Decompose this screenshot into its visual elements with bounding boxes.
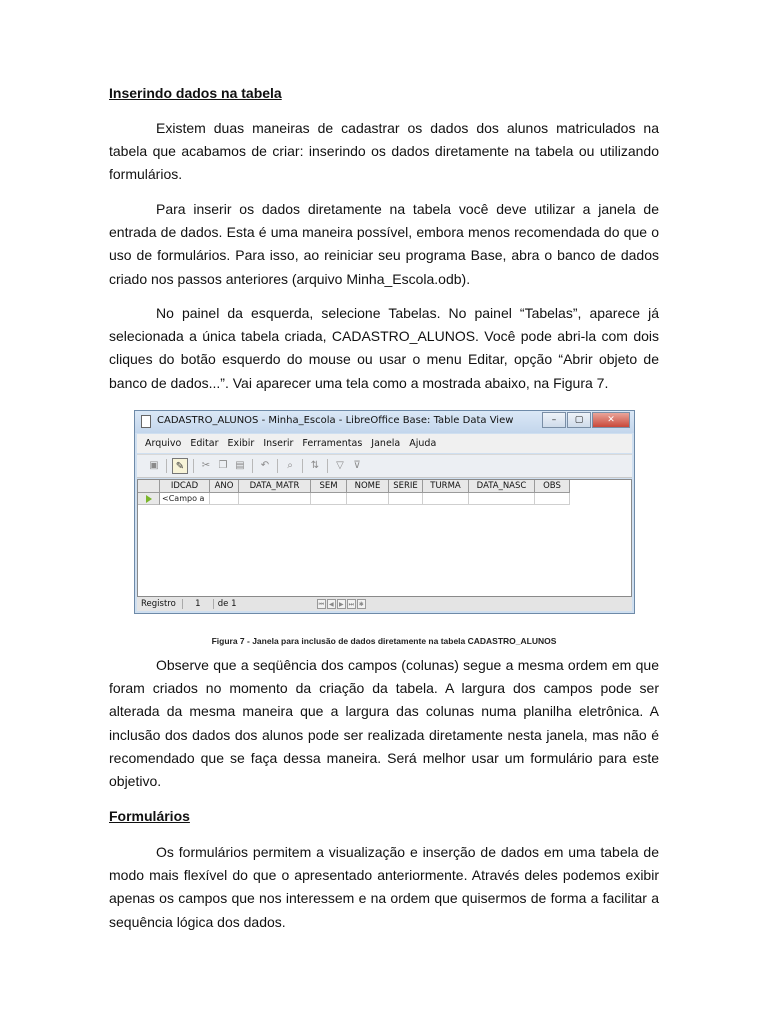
menu-ajuda[interactable]: Ajuda <box>409 438 437 449</box>
paragraph-3: No painel da esquerda, selecione Tabelas. No painel “Tabelas”, aparece já selecionada a única tabela criada, CADASTRO_ALUNOS. Você pode abri-la com dois cliques do botão esquerdo do mouse ou usar o menu Editar, opção “Abrir objeto de banco de dados...”. Vai aparecer uma tela como a mostrada abaixo, na Figura 7. <box>109 305 659 391</box>
column-header[interactable]: SERIE <box>389 480 423 493</box>
window-title: CADASTRO_ALUNOS - Minha_Escola - LibreOffice Base: Table Data View <box>157 415 514 426</box>
new-row-cell[interactable]: <Campo a <box>160 493 210 505</box>
column-header[interactable]: TURMA <box>423 480 469 493</box>
section-heading-inserindo: Inserindo dados na tabela <box>109 85 282 101</box>
menu-arquivo[interactable]: Arquivo <box>145 438 182 449</box>
column-header[interactable]: DATA_MATR <box>239 480 311 493</box>
new-record-icon[interactable]: ✱ <box>358 601 364 608</box>
close-button[interactable]: ✕ <box>592 412 630 428</box>
previous-record-icon[interactable]: ◀ <box>327 599 336 609</box>
table-cell[interactable] <box>210 493 239 505</box>
column-header[interactable]: IDCAD <box>160 480 210 493</box>
figure-screenshot-window <box>134 410 635 614</box>
column-header[interactable]: NOME <box>347 480 389 493</box>
table-cell[interactable] <box>389 493 423 505</box>
window-titlebar <box>135 411 634 433</box>
table-data-grid <box>137 479 632 597</box>
paragraph-5: Os formulários permitem a visualização e inserção de dados em uma tabela de modo mais flexível do que o apresentado anteriormente. Através deles podemos exibir apenas os campos que nos interessem e na ordem que quisermos de forma a facilitar a sequência lógica dos dados. <box>109 844 659 930</box>
column-header-row <box>138 480 570 493</box>
toolbar <box>137 454 632 478</box>
sort-icon[interactable]: ⇅ <box>310 460 320 471</box>
copy-icon[interactable]: ❐ <box>218 460 228 471</box>
record-number-field[interactable]: 1 <box>182 599 213 609</box>
cut-icon[interactable]: ✂ <box>201 460 211 471</box>
paragraph-2: Para inserir os dados diretamente na tabela você deve utilizar a janela de entrada de dados. Esta é uma maneira possível, embora menos recomendada do que o uso de formulários. Para isso, ao reiniciar seu programa Base, abra o banco de dados criado nos passos anteriores (arquivo Minha_Escola.odb). <box>109 201 659 287</box>
find-icon[interactable]: ⌕ <box>287 460 293 471</box>
column-header[interactable]: SEM <box>311 480 347 493</box>
maximize-button[interactable]: ▢ <box>567 412 591 428</box>
save-icon[interactable]: ▣ <box>149 460 159 471</box>
document-icon <box>141 415 151 428</box>
menu-editar[interactable]: Editar <box>190 438 219 449</box>
last-record-icon[interactable]: ⏭ <box>348 601 354 608</box>
autofilter-icon[interactable]: ▽ <box>336 460 344 471</box>
table-cell[interactable] <box>347 493 389 505</box>
filter-icon[interactable]: ⊽ <box>353 460 361 471</box>
figure-caption: Figura 7 - Janela para inclusão de dados diretamente na tabela CADASTRO_ALUNOS <box>211 636 557 646</box>
record-navigation-bar <box>137 597 632 611</box>
table-cell[interactable] <box>469 493 535 505</box>
current-row-marker-icon <box>138 493 160 505</box>
first-record-icon[interactable]: ⏮ <box>318 601 324 608</box>
menu-ferramentas[interactable]: Ferramentas <box>302 438 363 449</box>
column-header[interactable]: ANO <box>210 480 239 493</box>
table-cell[interactable] <box>239 493 311 505</box>
record-label: Registro <box>141 599 176 609</box>
table-cell[interactable] <box>423 493 469 505</box>
table-cell[interactable] <box>311 493 347 505</box>
next-record-icon[interactable]: ▶ <box>337 599 346 609</box>
corner-header <box>138 480 160 493</box>
menu-exibir[interactable]: Exibir <box>227 438 255 449</box>
edit-icon[interactable]: ✎ <box>172 458 188 474</box>
menu-janela[interactable]: Janela <box>371 438 401 449</box>
menu-inserir[interactable]: Inserir <box>263 438 294 449</box>
minimize-button[interactable]: – <box>542 412 566 428</box>
column-header[interactable]: DATA_NASC <box>469 480 535 493</box>
paragraph-1: Existem duas maneiras de cadastrar os dados dos alunos matriculados na tabela que acabamos de criar: inserindo os dados diretamente na tabela ou utilizando formulários. <box>109 120 659 183</box>
table-cell[interactable] <box>535 493 570 505</box>
column-header[interactable]: OBS <box>535 480 570 493</box>
menu-bar <box>137 434 632 453</box>
paste-icon[interactable]: ▤ <box>235 460 245 471</box>
paragraph-4: Observe que a seqüência dos campos (colunas) segue a mesma ordem em que foram criados no momento da criação da tabela. A largura dos campos pode ser alterada da mesma maneira que a largura das colunas numa planilha eletrônica. A inclusão dos dados dos alunos pode ser realizada diretamente nesta janela, mas não é recomendado que se faça dessa maneira. Será melhor usar um formulário para este objetivo. <box>109 657 659 790</box>
undo-icon[interactable]: ↶ <box>260 460 270 471</box>
record-count: de 1 <box>213 599 317 609</box>
section-heading-formularios: Formulários <box>109 808 190 824</box>
table-row <box>138 493 570 505</box>
